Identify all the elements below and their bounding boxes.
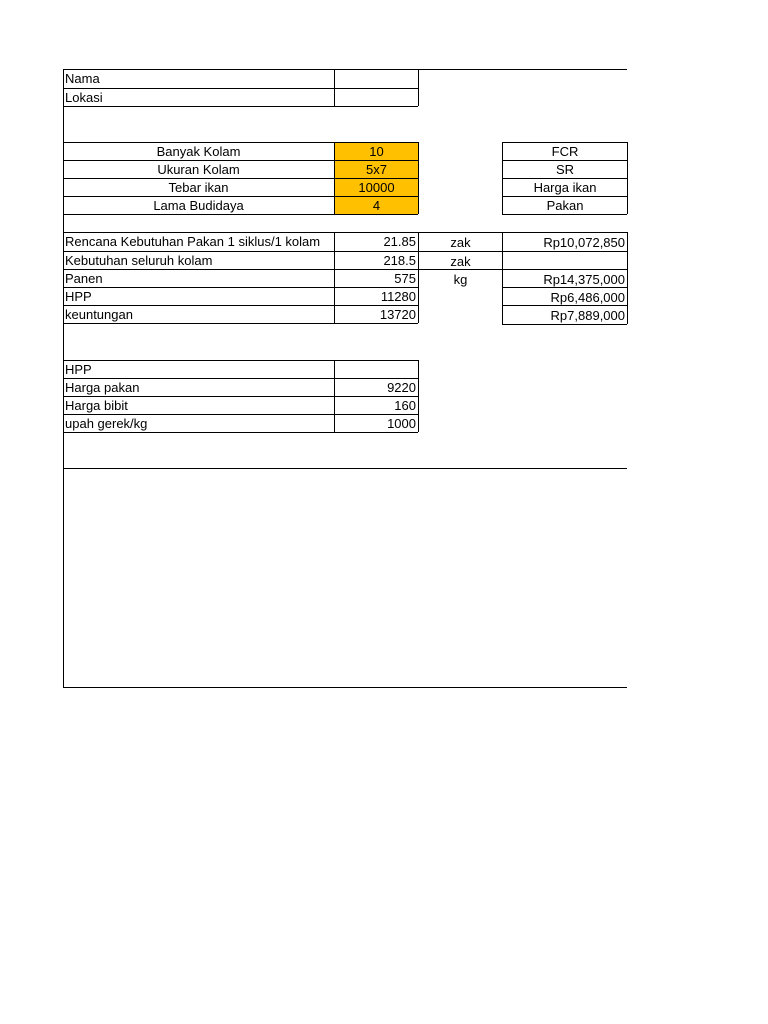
result-unit-hpp	[419, 288, 502, 306]
nama-label: Nama	[65, 71, 100, 86]
hpp-label-harga-pakan: Harga pakan	[65, 380, 140, 395]
hpp-value-harga-pakan: 9220	[387, 380, 416, 395]
input-label-lama-budidaya: Lama Budidaya	[153, 198, 244, 213]
bottom-border	[63, 687, 627, 688]
result-value-keuntungan: 13720	[379, 307, 416, 322]
param-fcr: FCR	[551, 144, 579, 159]
lokasi-label: Lokasi	[65, 90, 103, 105]
hpp-label-upah-gerek: upah gerek/kg	[65, 416, 148, 431]
hpp-value-harga-bibit: 160	[394, 398, 416, 413]
param-pakan: Pakan	[546, 198, 584, 213]
result-value-kebutuhan-seluruh: 218.5	[383, 253, 416, 268]
param-harga-ikan: Harga ikan	[533, 180, 597, 195]
result-unit-keuntungan	[419, 306, 502, 324]
hpp-value-upah-gerek: 1000	[387, 416, 416, 431]
input-value-tebar-ikan[interactable]: 10000	[335, 179, 418, 196]
result-value-kebutuhan-pakan: 21.85	[383, 234, 416, 249]
result-label-panen: Panen	[65, 271, 103, 286]
input-value-ukuran-kolam[interactable]: 5x7	[335, 161, 418, 178]
section-divider	[63, 468, 627, 469]
result-unit-kebutuhan-seluruh: zak	[450, 254, 471, 269]
result-label-hpp: HPP	[65, 289, 92, 304]
lokasi-value-cell[interactable]	[335, 89, 418, 107]
input-label-tebar-ikan: Tebar ikan	[168, 180, 229, 195]
result-amount-panen: Rp14,375,000	[543, 272, 625, 287]
result-amount-kebutuhan-seluruh	[503, 252, 627, 270]
result-label-kebutuhan-pakan: Rencana Kebutuhan Pakan 1 siklus/1 kolam	[65, 234, 321, 249]
result-value-hpp: 11280	[380, 289, 416, 304]
result-amount-kebutuhan-pakan: Rp10,072,850	[543, 235, 625, 250]
result-label-kebutuhan-seluruh: Kebutuhan seluruh kolam	[65, 253, 213, 268]
result-value-panen: 575	[394, 271, 416, 286]
result-amount-keuntungan: Rp7,889,000	[550, 308, 625, 323]
result-label-keuntungan: keuntungan	[65, 307, 133, 322]
param-sr: SR	[555, 162, 575, 177]
hpp-header: HPP	[65, 362, 92, 377]
input-value-lama-budidaya[interactable]: 4	[335, 197, 418, 214]
hpp-label-harga-bibit: Harga bibit	[65, 398, 128, 413]
result-unit-panen: kg	[453, 272, 468, 287]
nama-value-cell[interactable]	[335, 70, 418, 88]
result-unit-kebutuhan-pakan: zak	[450, 235, 471, 250]
input-label-ukuran-kolam: Ukuran Kolam	[157, 162, 240, 177]
result-amount-hpp: Rp6,486,000	[550, 290, 625, 305]
input-label-banyak-kolam: Banyak Kolam	[156, 144, 241, 159]
input-value-banyak-kolam[interactable]: 10	[335, 143, 418, 160]
